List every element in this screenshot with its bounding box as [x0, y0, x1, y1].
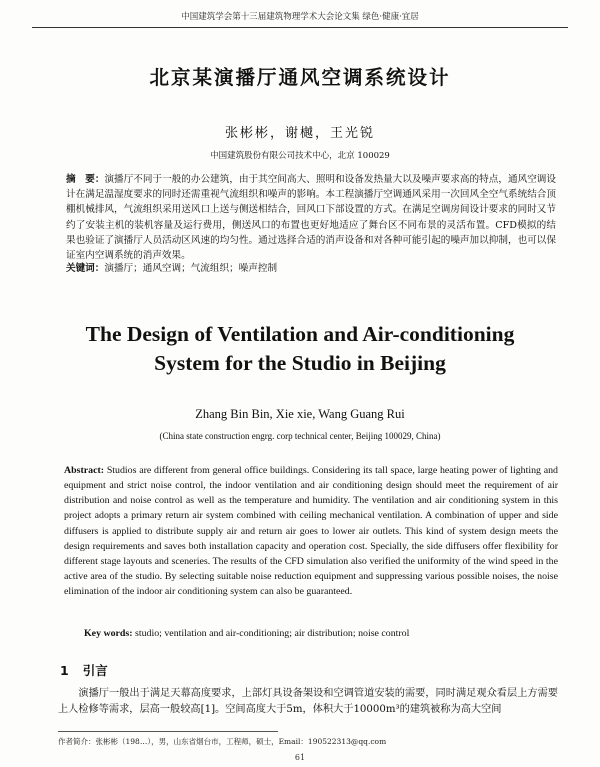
affiliation-cn: 中国建筑股份有限公司技术中心，北京 100029 — [210, 151, 390, 161]
authors-cn: 张彬彬，谢樾，王光锐 — [224, 126, 375, 141]
abstract-en-label: Abstract: — [64, 465, 105, 476]
keywords-en-text: studio; ventilation and air-conditioning; air distribution; noise control — [135, 628, 410, 639]
keywords-cn — [66, 260, 556, 274]
section-number: 1 — [60, 663, 69, 678]
abstract-cn-label: 摘 要： — [66, 174, 105, 185]
keywords-cn-label: 关键词： — [66, 263, 105, 274]
body-text: 演播厅一般出于满足天幕高度要求，上部灯具设备架设和空调管道安装的需要，同时满足观众看层上方需要上人检修等需求，层高一般较高[1]。空间高度大于5m，体积大于10000m³的建筑被称为高大空间 — [58, 688, 558, 715]
authors-en: Zhang Bin Bin, Xie xie, Wang Guang Rui — [195, 407, 405, 421]
keywords-cn-text: 演播厅；通风空调；气流组织；噪声控制 — [104, 263, 278, 274]
header-rule — [32, 27, 568, 28]
title-en-line1: The Design of Ventilation and Air-conditioning — [85, 322, 515, 346]
keywords-en-label: Key words: — [84, 628, 133, 639]
abstract-cn-text: 演播厅不同于一般的办公建筑，由于其空间高大、照明和设备发热量大以及噪声要求高的特点，通风空调设计在满足温湿度要求的同时还需重视气流组织和噪声的影响。本工程演播厅空调通风采用一次回风全空气系统结合顶棚机械排风，气流组织采用送风口上送与侧送相结合，回风口下部设置的方式。在满足空调房间设计要求的同时又节约了安装主机的装机容量及运行费用，侧送风口的布置也更好地适应了舞台区不同布景的灵活布置。CFD模拟的结果也验证了演播厅人员活动区风速的均匀性。通过选择合适的消声设备和对各种可能引起的噪声加以抑制，也可以保证室内空调系统的消声效果。 — [66, 174, 557, 262]
page-number: 61 — [294, 753, 306, 762]
affiliation-en: (China state construction engrg. corp technical center, Beijing 100029, China) — [159, 431, 441, 441]
abstract-en — [64, 463, 558, 599]
section-title: 引言 — [82, 663, 108, 678]
footnote: 作者简介：张彬彬（198…），男，山东省烟台市，工程师，硕士，Email：190522313@qq.com — [58, 737, 387, 746]
keywords-en — [84, 628, 409, 639]
abstract-cn — [66, 172, 556, 263]
abstract-en-text: Studios are different from general office buildings. Considering its tall space, large heating power of lighting and equipment and strict noise control, the indoor ventilation and air conditioning design should meet the requirement of air distribution and noise control as well as the temperature and humidity. The ventilation and air conditioning system in this project adopts a primary return air system combined with ceiling mechanical ventilation. A combination of upper and side diffusers is applied to distribute supply air and return air goes to lower air outlets. This kind of system design meets the design requirements and saves both installation capacity and operation cost. Specially, the side diffusers offer flexibility for different stage layouts and sceneries. The results of the CFD simulation also verified the uniformity of the wind speed in the active area of the studio. By selecting suitable noise reduction equipment and suppressing various possible noises, the noise elimination of the indoor air conditioning system can also be guaranteed. — [64, 465, 558, 598]
footnote-rule — [58, 731, 278, 732]
running-header: 中国建筑学会第十三届建筑物理学术大会论文集 绿色·健康·宜居 — [181, 12, 419, 22]
title-en-line2: System for the Studio in Beijing — [154, 351, 446, 375]
title-cn: 北京某演播厅通风空调系统设计 — [149, 66, 451, 89]
section-heading — [60, 661, 108, 679]
title-en — [0, 320, 600, 378]
